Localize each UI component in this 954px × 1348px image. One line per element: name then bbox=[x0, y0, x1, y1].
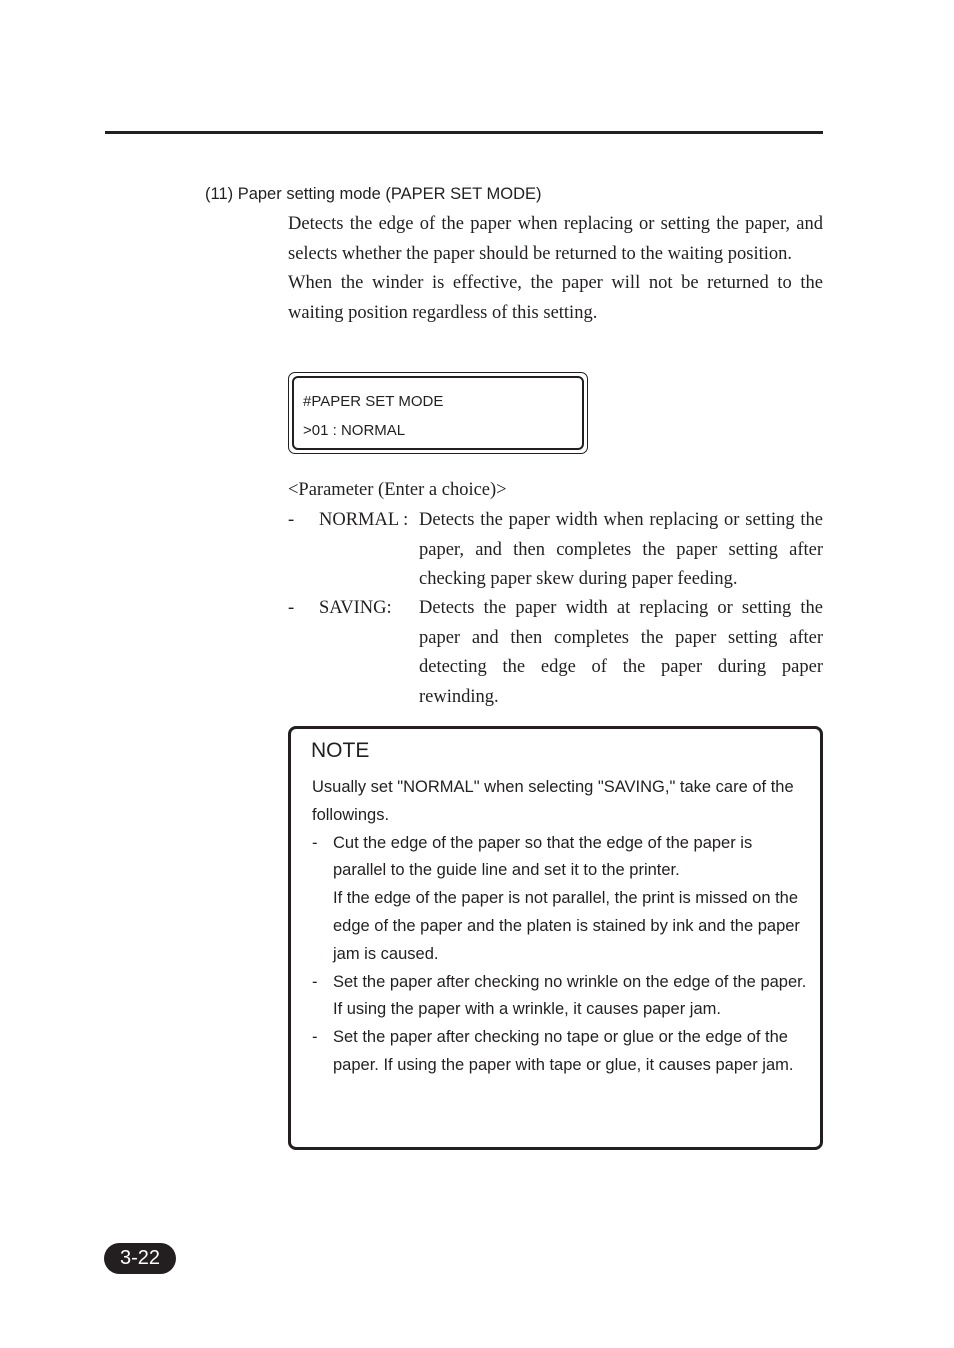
note-list-item bbox=[312, 830, 809, 969]
header-rule bbox=[105, 131, 823, 134]
list-dash: - bbox=[288, 598, 295, 618]
page-number-badge: 3-22 bbox=[104, 1243, 176, 1274]
note-list-item bbox=[312, 1024, 809, 1080]
note-item-text: Cut the edge of the paper so that the edge of the paper is parallel to the guide line and set it to the printer. bbox=[333, 833, 753, 880]
note-item-text: Set the paper after checking no wrinkle on the edge of the paper. bbox=[333, 972, 807, 991]
section-intro bbox=[288, 210, 823, 328]
intro-paragraph-2: When the winder is effective, the paper will not be returned to the waiting position regardless of this setting. bbox=[288, 273, 823, 323]
lcd-line-2: >01 : NORMAL bbox=[303, 422, 406, 439]
intro-paragraph-1: Detects the edge of the paper when replacing or setting the paper, and selects whether the paper should be returned to the waiting position. bbox=[288, 214, 823, 264]
list-dash: - bbox=[312, 833, 318, 852]
note-intro: Usually set "NORMAL" when selecting "SAVING," take care of the followings. bbox=[312, 778, 794, 824]
lcd-screen bbox=[292, 376, 584, 450]
list-dash: - bbox=[312, 1028, 318, 1047]
note-list-item bbox=[312, 969, 809, 1025]
list-dash: - bbox=[312, 972, 318, 991]
lcd-display bbox=[288, 372, 588, 454]
note-item-subtext: If using the paper with a wrinkle, it causes paper jam. bbox=[333, 1000, 721, 1019]
note-item-subtext: If the edge of the paper is not parallel, the print is missed on the edge of the paper and the platen is stained by ink and the paper jam is caused. bbox=[333, 889, 800, 963]
note-body bbox=[312, 774, 809, 1080]
note-item-text: Set the paper after checking no tape or glue or the edge of the paper. If using the paper with tape or glue, it causes paper jam. bbox=[333, 1028, 794, 1074]
note-title: NOTE bbox=[311, 739, 370, 762]
list-dash: - bbox=[288, 510, 295, 530]
parameter-title: <Parameter (Enter a choice)> bbox=[288, 480, 507, 500]
parameter-description: Detects the paper width when replacing or setting the paper, and then completes the paper setting after checking paper skew during paper feeding. bbox=[419, 510, 823, 589]
section-heading: (11) Paper setting mode (PAPER SET MODE) bbox=[205, 185, 542, 203]
parameter-name: NORMAL : bbox=[319, 510, 409, 530]
note-box bbox=[288, 726, 823, 1150]
parameter-description: Detects the paper width at replacing or setting the paper and then completes the paper setting after detecting the edge of the paper during paper rewinding. bbox=[419, 598, 823, 707]
parameter-name: SAVING: bbox=[319, 598, 392, 618]
lcd-line-1: #PAPER SET MODE bbox=[303, 393, 444, 410]
